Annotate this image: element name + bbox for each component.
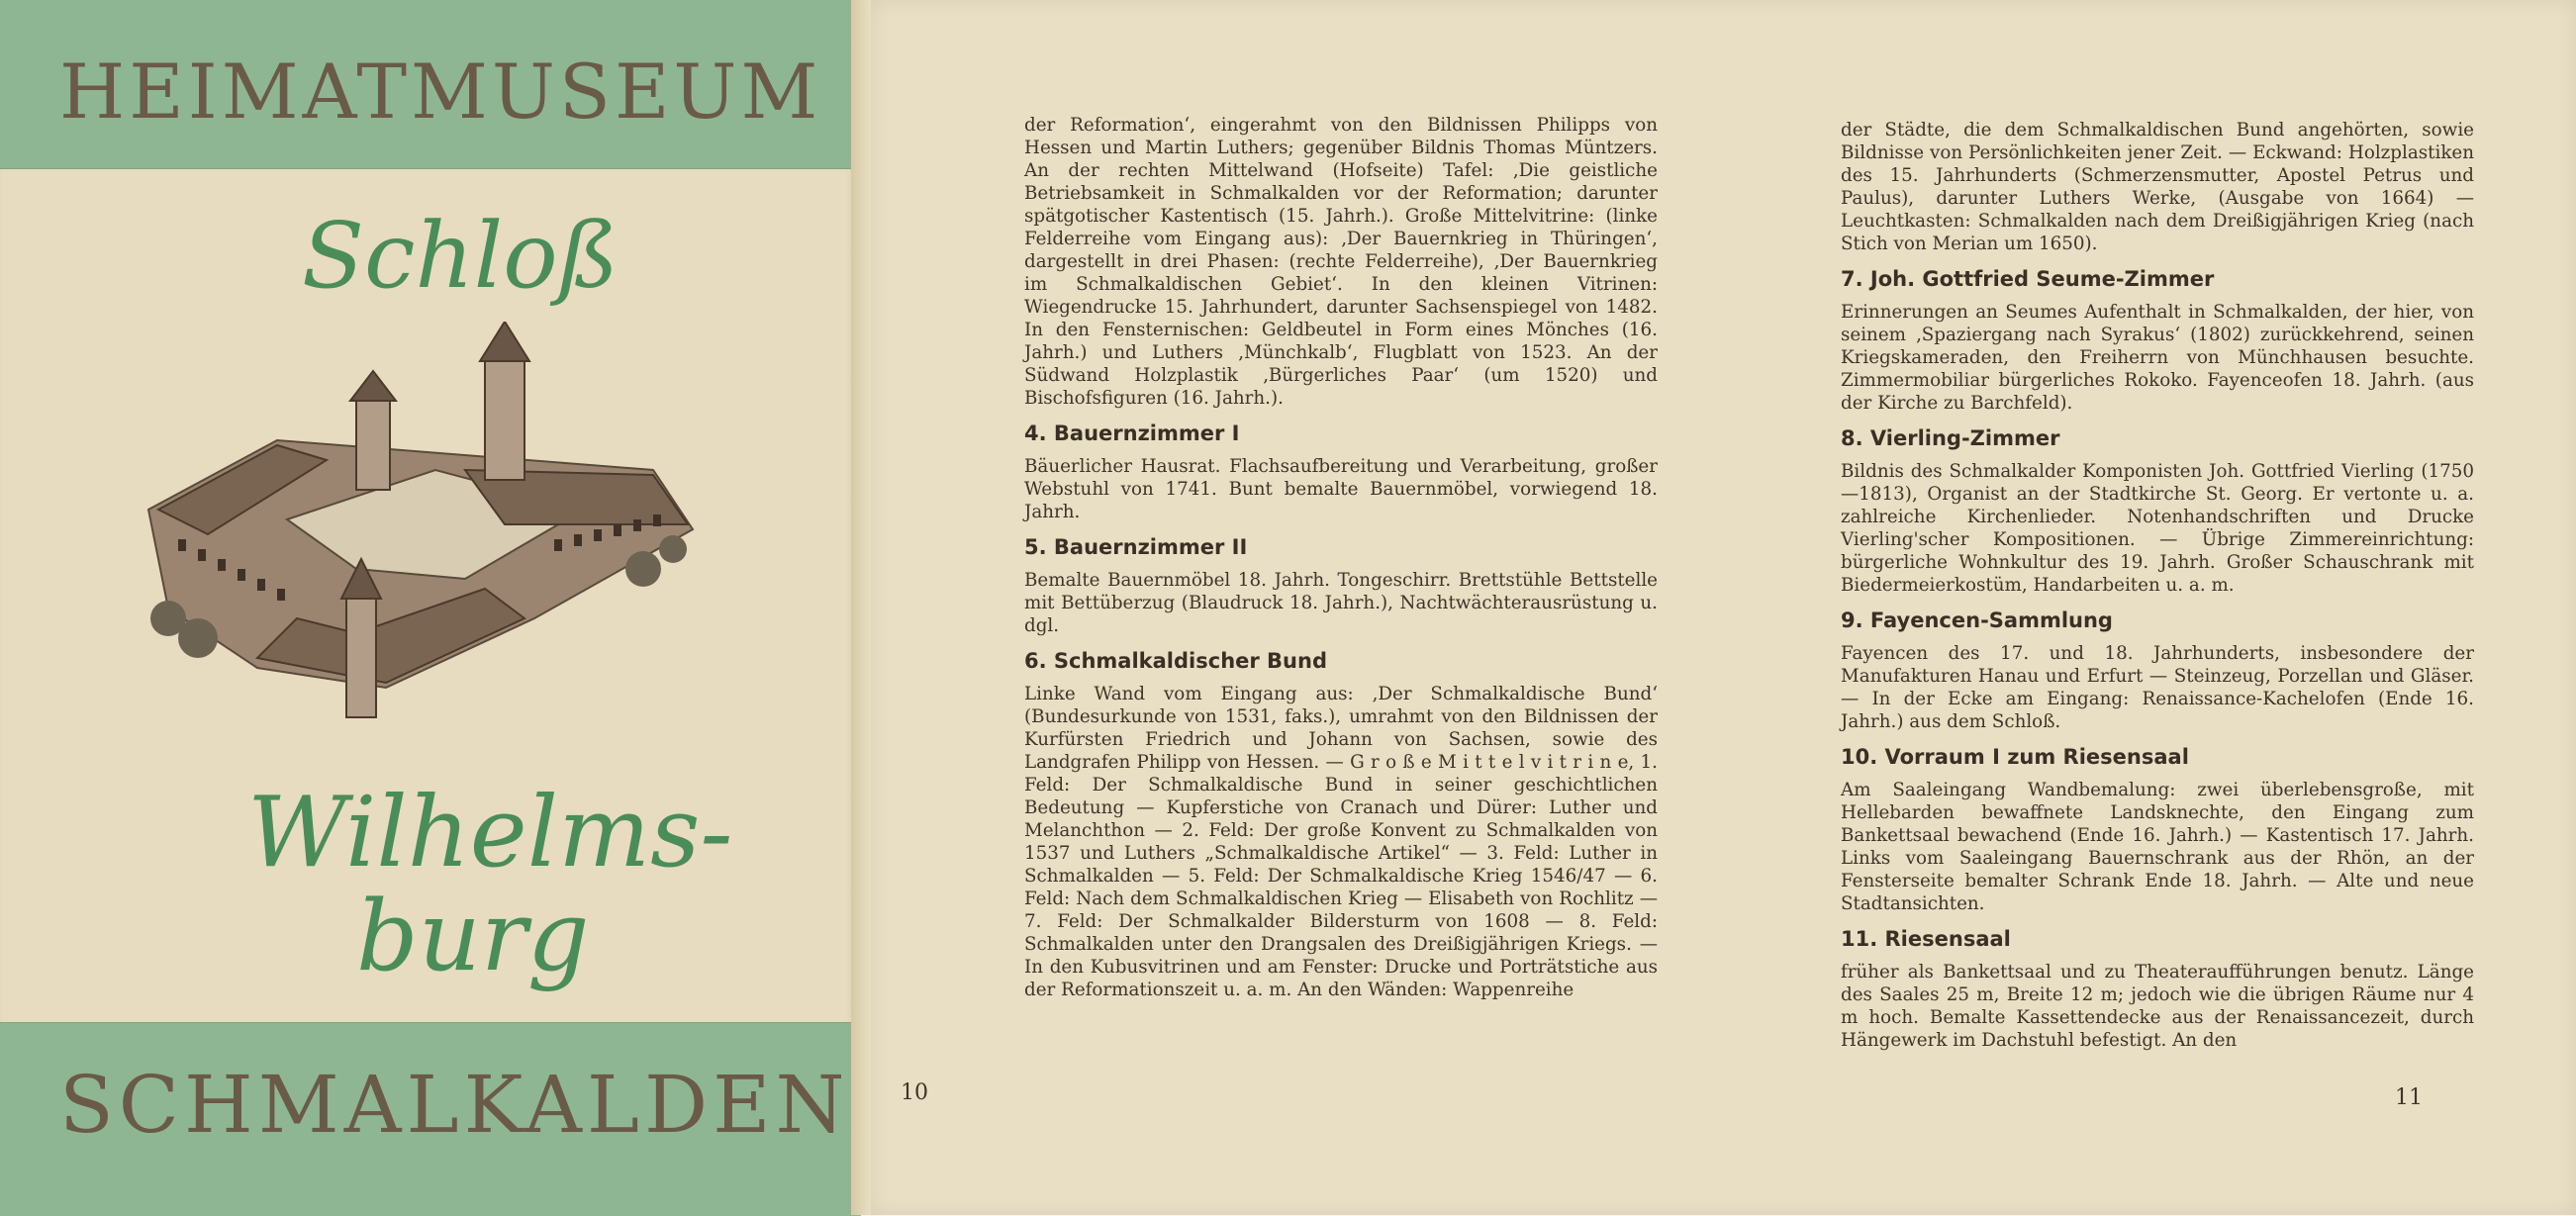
- section-text-4: Bäuerlicher Hausrat. Flachsaufbereitung und Verarbeitung, großer Webstuhl von 1741. Bunt bemalte Bauernmöbel, vorwiegend 18. Jahrh.: [1024, 456, 1658, 522]
- section-heading-8: 8. Vierling-Zimmer: [1841, 426, 2060, 450]
- cover-title-top: HEIMATMUSEUM: [59, 47, 822, 136]
- section-text-9: Fayencen des 17. und 18. Jahrhunderts, insbesondere der Manufakturen Hanau und Erfurt — Steinzeug, Porzellan und Gläser. — In der Ecke am Eingang: Renaissance-Kachelofen (Ende 16. Jahrh.) aus dem Schloß.: [1841, 643, 2474, 732]
- section-heading-5: 5. Bauernzimmer II: [1024, 535, 1248, 559]
- right-page-intro: der Städte, die dem Schmalkaldischen Bund angehörten, sowie Bildnisse von Persönlichkeiten jener Zeit. — Eckwand: Holzplastiken des 15. Jahrhunderts (Schmerzensmutter, Apostel Petrus und Paulus), darunter Luthers Werke, (Ausgabe von 1664) — Leuchtkasten: Schmalkalden nach dem Dreißigjährigen Krieg (nach Stich von Merian um 1650).: [1841, 120, 2474, 254]
- section-heading-7: 7. Joh. Gottfried Seume-Zimmer: [1841, 267, 2215, 291]
- cover-spine: [851, 0, 871, 1215]
- left-page-text: [1024, 114, 1658, 1011]
- right-page-text: [1841, 119, 2474, 1062]
- booklet-cover: [0, 0, 861, 1215]
- section-text-6: Linke Wand vom Eingang aus: ‚Der Schmalkaldische Bund‘ (Bundesurkunde von 1531, faks.), umrahmt von den Bildnissen der Kurfürsten Friedrich und Johann von Sachsen, sowie des Landgrafen Philipp von Hessen. — G r o ß e M i t t e l v i t r i n e, 1. Feld: Der Schmalkaldische Bund in seiner geschichtlichen Bedeutung — Kupferstiche von Cranach und Dürer: Luther und Melanchthon — 2. Feld: Der große Konvent zu Schmalkalden von 1537 und Luthers „Schmalkaldische Artikel“ — 3. Feld: Luther in Schmalkalden — 5. Feld: Der Schmalkaldische Krieg 1546/47 — 6. Feld: Nach dem Schmalkaldischen Krieg — Elisabeth von Rochlitz — 7. Feld: Der Schmalkalder Bildersturm von 1608 — 8. Feld: Schmalkalden unter den Drangsalen des Dreißigjährigen Kriegs. — In den Kubusvitrinen und am Fenster: Drucke und Porträtstiche aus der Reformationszeit u. a. m. An den Wänden: Wappenreihe: [1024, 684, 1658, 1000]
- section-text-11: früher als Bankettsaal und zu Theateraufführungen benutz. Länge des Saales 25 m, Breite 12 m; jedoch wie die übrigen Räume nur 4 m hoch. Bemalte Kassettendecke aus der Renaissancezeit, durch Hängewerk im Dachstuhl befestigt. An den: [1841, 962, 2474, 1051]
- page-number-right: 11: [2395, 1085, 2423, 1110]
- cover-script-schloss: Schloß: [302, 203, 620, 309]
- section-heading-4: 4. Bauernzimmer I: [1024, 421, 1240, 445]
- open-booklet-spread: [871, 0, 2576, 1215]
- section-text-8: Bildnis des Schmalkalder Komponisten Joh. Gottfried Vierling (1750—1813), Organist an der Stadtkirche St. Georg. Er vertonte u. a. zahlreiche Kirchenlieder. Notenhandschriften und Drucke Vierling'scher Kompositionen. — Übrige Zimmereinrichtung: bürgerliche Wohnkultur des 19. Jahrh. Großer Schauschrank mit Biedermeierkostüm, Handarbeiten u. a. m.: [1841, 461, 2474, 596]
- left-page-intro: der Reformation‘, eingerahmt von den Bildnissen Philipps von Hessen und Martin Luthers; gegenüber Bildnis Thomas Müntzers. An der rechten Mittelwand (Hofseite) Tafel: ‚Die geistliche Betriebsamkeit in Schmalkalden vor der Reformation; darunter spätgotischer Kastentisch (15. Jahrh.). Große Mittelvitrine: (linke Felderreihe vom Eingang aus): ‚Der Bauernkrieg in Thüringen‘, dargestellt in drei Phasen: (rechte Felderreihe), ‚Der Bauernkrieg im Schmalkaldischen Gebiet‘. In den kleinen Vitrinen: Wiegendrucke 15. Jahrhundert, darunter Sachsenspiegel von 1482. In den Fensternischen: Geldbeutel in Form eines Mönches (16. Jahrh.) und Luthers ‚Münchkalb‘, Flugblatt von 1523. An der Südwand Holzplastik ‚Bürgerliches Paar‘ (um 1520) und Bischofsfiguren (16. Jahrh.).: [1024, 115, 1658, 409]
- section-text-10: Am Saaleingang Wandbemalung: zwei überlebensgroße, mit Hellebarden bewaffnete Landsknechte, den Eingang zum Bankettsaal bewachend (Ende 16. Jahrh.) — Kastentisch 17. Jahrh. Links vom Saaleingang Bauernschrank aus der Rhön, an der Fensterseite bemalter Schrank Ende 18. Jahrh. — Alte und neue Stadtansichten.: [1841, 780, 2474, 914]
- section-heading-6: 6. Schmalkaldischer Bund: [1024, 649, 1327, 673]
- page-number-left: 10: [901, 1080, 928, 1105]
- castle-illustration: [139, 322, 722, 747]
- section-heading-10: 10. Vorraum I zum Riesensaal: [1841, 745, 2189, 769]
- section-text-5: Bemalte Bauernmöbel 18. Jahrh. Tongeschirr. Brettstühle Bettstelle mit Bettüberzug (Blaudruck 18. Jahrh.), Nachtwächterausrüstung u. dgl.: [1024, 570, 1658, 636]
- cover-title-bottom: SCHMALKALDEN: [59, 1059, 850, 1151]
- section-text-7: Erinnerungen an Seumes Aufenthalt in Schmalkalden, der hier, von seinem ‚Spaziergang nach Syrakus‘ (1802) zurückkehrend, seinen Kriegskameraden, den Freiherrn von Münchhausen besuchte. Zimmermobiliar bürgerliches Rokoko. Fayenceofen 18. Jahrh. (aus der Kirche zu Barchfeld).: [1841, 302, 2474, 414]
- cover-script-wilhelms: Wilhelms-: [247, 777, 733, 889]
- cover-script-burg: burg: [356, 881, 590, 993]
- section-heading-9: 9. Fayencen-Sammlung: [1841, 608, 2113, 632]
- section-heading-11: 11. Riesensaal: [1841, 927, 2011, 951]
